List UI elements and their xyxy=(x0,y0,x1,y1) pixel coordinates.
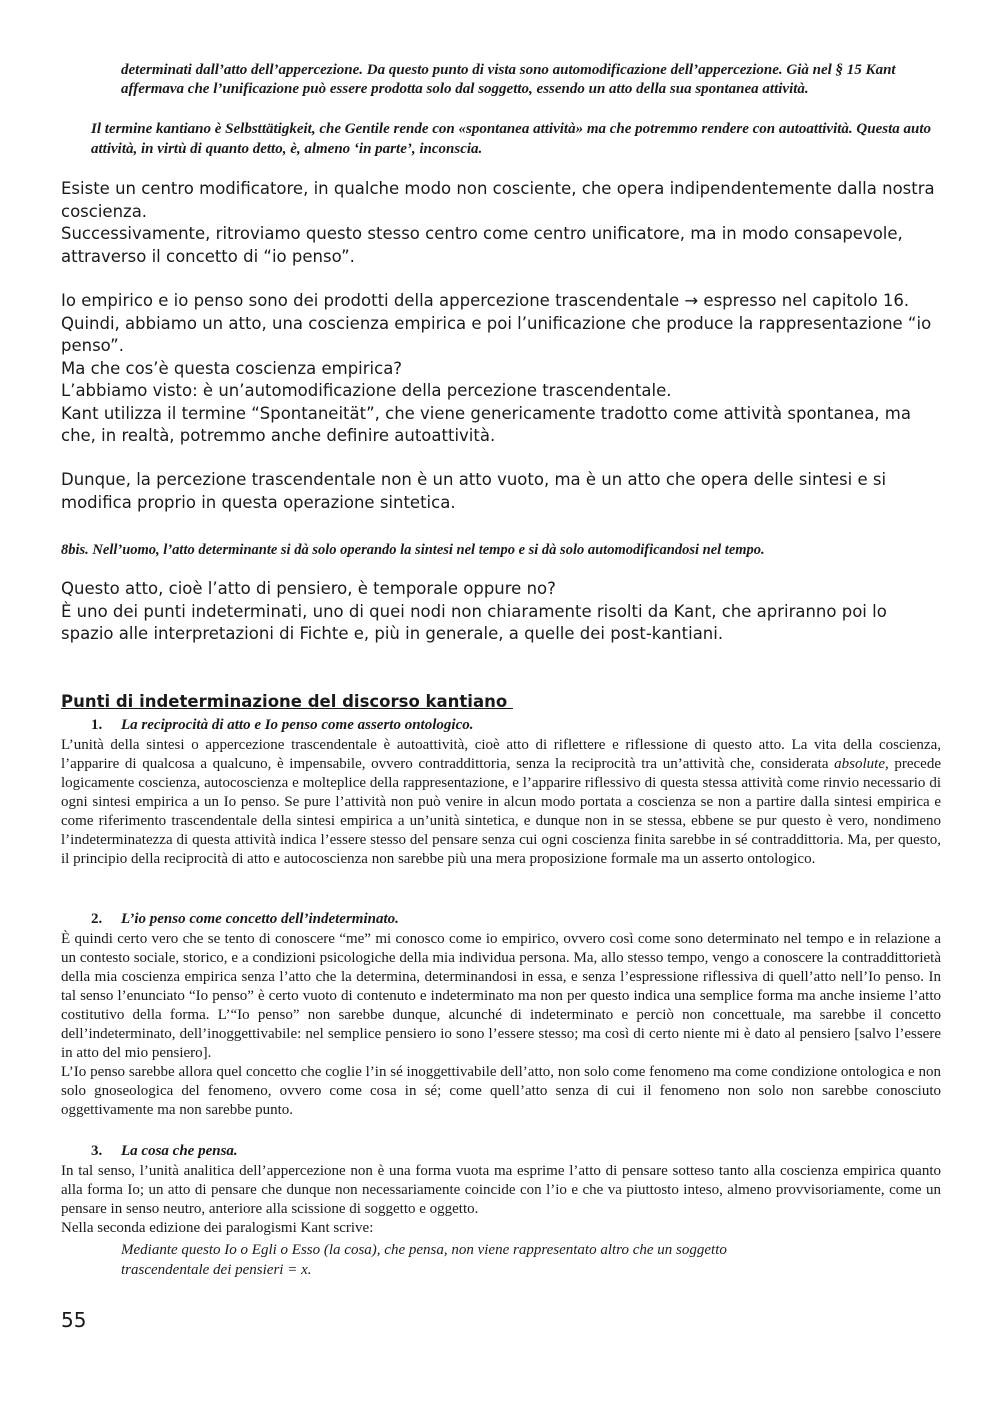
item-title: La cosa che pensa. xyxy=(121,1143,238,1159)
item-heading-1 xyxy=(91,716,473,735)
quote-note-text: Il termine kantiano è Selbsttätigkeit, che Gentile rende con «spontanea attività» ma che potremmo rendere con autoattività. Questa auto attività, in virtù di quanto detto, è, almeno ‘in parte’, inconscia. xyxy=(91,121,931,157)
paragraph: Esiste un centro modificatore, in qualche modo non cosciente, che opera indipendentemente dalla nostra coscienza. xyxy=(61,179,935,221)
paragraph: È quindi certo vero che se tento di conoscere “me” mi conosco come io empirico, ovvero così come sono determinato nel tempo e in relazione a un contesto sociale, storico, e a condizioni psicologiche della mia individua persona. Ma, allo stesso tempo, vengo a conoscere la contraddittorietà della mia coscienza empirica senza l’atto che la determina, determinandosi in essa, e senza l’espressione riflessiva di quell’atto nell’Io penso. In tal senso l’enunciato “Io penso” è certo vuoto di contenuto e indeterminato ma non per questo indica una semplice forma ma anche insieme l’atto costitutivo della forma. L’“Io penso” non sarebbe dunque, alcunché di indeterminato e perciò non concettuale, ma sarebbe il concetto dell’indeterminato, dell’inoggettivabile: nel semplice pensiero io sono l’essere stesso; ma così di certo niente mi è dato al pensiero [salvo l’essere in atto del mio pensiero]. xyxy=(61,931,941,1061)
item-paragraph-3 xyxy=(61,1162,941,1238)
body-section-1 xyxy=(61,178,941,268)
quote-note xyxy=(91,119,941,159)
item-heading-2 xyxy=(91,910,399,929)
item-title: La reciprocità di atto e Io penso come asserto ontologico. xyxy=(121,717,474,733)
body-section-4 xyxy=(61,578,941,646)
item-number: 3. xyxy=(91,1143,103,1159)
italic-term: absolute xyxy=(834,756,885,772)
text-run: L’unità della sintesi o appercezione trascendentale è autoattività, cioè atto di riflettere e riflessione di questo atto. La vita della coscienza, l’apparire di qualcosa a qualcuno, è impensabile, ovvero contraddittoria, senza la reciprocità tra un’attività che, considerata xyxy=(61,737,941,772)
paragraph: Nella seconda edizione dei paralogismi Kant scrive: xyxy=(61,1220,374,1236)
item-number: 1. xyxy=(91,717,103,733)
quote-text: determinati dall’atto dell’appercezione. Da questo punto di vista sono automodificazione dell’appercezione. Già nel § 15 Kant affermava che l’unificazione può essere prodotta solo dal soggetto, essendo un atto della sua spontanea attività. xyxy=(121,62,896,97)
paragraph: Ma che cos’è questa coscienza empirica? xyxy=(61,358,403,378)
item-paragraph-1 xyxy=(61,736,941,869)
paragraph: Questo atto, cioè l’atto di pensiero, è temporale oppure no? xyxy=(61,579,556,598)
paragraph: Quindi, abbiamo un atto, una coscienza empirica e poi l’unificazione che produce la rappresentazione “io penso”. xyxy=(61,313,932,355)
citation-line: trascendentale dei pensieri = x. xyxy=(121,1262,312,1278)
body-section-2 xyxy=(61,290,941,448)
paragraph: Io empirico e io penso sono dei prodotti della appercezione trascendentale → espresso nel capitolo 16. xyxy=(61,291,910,310)
paragraph: È uno dei punti indeterminati, uno di quei nodi non chiaramente risolti da Kant, che apriranno poi lo spazio alle interpretazioni di Fichte e, più in generale, a quelle dei post-kantiani. xyxy=(61,601,887,643)
item-heading-3 xyxy=(91,1142,238,1161)
text-run: , precede logicamente coscienza, autocoscienza e molteplice della rappresentazione, e l’apparire riflessivo di questa stessa attività come rinvio necessario di ogni sintesi empirica a un Io penso. Se pure l’attività non può venire in alcun modo portata a coscienza se non a partire dalla sintesi empirica e come riferimento trascendentale della sintesi empirica a un’unità sintetica, e dunque non in se stessa, ebbene se pur questo è vero, nondimeno l’indeterminatezza di questa attività indica l’essere stesso del pensare senza cui ogni coscienza finita sarebbe in sé contraddittoria. Ma, per questo, il principio della reciprocità di atto e autocoscienza non sarebbe più una mera proposizione formale ma un asserto ontologico. xyxy=(61,756,941,867)
paragraph: Kant utilizza il termine “Spontaneität”, che viene genericamente tradotto come attività spontanea, ma che, in realtà, potremmo anche definire autoattività. xyxy=(61,403,911,445)
citation-line: Mediante questo Io o Egli o Esso (la cosa), che pensa, non viene rappresentato altro che un soggetto xyxy=(121,1242,727,1258)
paragraph: Dunque, la percezione trascendentale non è un atto vuoto, ma è un atto che opera delle sintesi e si modifica proprio in questa operazione sintetica. xyxy=(61,470,887,512)
item-title: L’io penso come concetto dell’indeterminato. xyxy=(121,911,399,927)
paragraph xyxy=(61,736,941,869)
section-heading: Punti di indeterminazione del discorso kantiano xyxy=(61,692,513,711)
quote-continuation xyxy=(121,61,941,99)
item-number: 2. xyxy=(91,911,103,927)
paragraph: L’abbiamo visto: è un’automodificazione della percezione trascendentale. xyxy=(61,381,672,400)
paragraph: L’Io penso sarebbe allora quel concetto che coglie l’in sé inoggettivabile dell’atto, non solo come fenomeno ma come condizione ontologica e non solo gnoseologica del fenomeno, ovvero come cosa in sé; come quell’atto senza di cui il fenomeno non solo non sarebbe conosciuto oggettivamente ma non sarebbe punto. xyxy=(61,1064,941,1118)
paragraph: Successivamente, ritroviamo questo stesso centro come centro unificatore, ma in modo consapevole, attraverso il concetto di “io penso”. xyxy=(61,224,903,266)
item-paragraph-2 xyxy=(61,930,941,1120)
paragraph: In tal senso, l’unità analitica dell’appercezione non è una forma vuota ma esprime l’atto di pensare sotteso tanto alla coscienza empirica quanto alla forma Io; un atto di pensare che dunque non necessariamente coincide con l’io e che va piuttosto inteso, almeno provvisoriamente, come un pensare in senso neutro, anteriore alla scissione di soggetto e oggetto. xyxy=(61,1163,941,1217)
page-number: 55 xyxy=(61,1308,87,1332)
thesis-statement: 8bis. Nell’uomo, l’atto determinante si dà solo operando la sintesi nel tempo e si dà solo automodificandosi nel tempo. xyxy=(61,542,765,558)
body-section-3 xyxy=(61,469,941,514)
citation-block xyxy=(121,1240,821,1280)
